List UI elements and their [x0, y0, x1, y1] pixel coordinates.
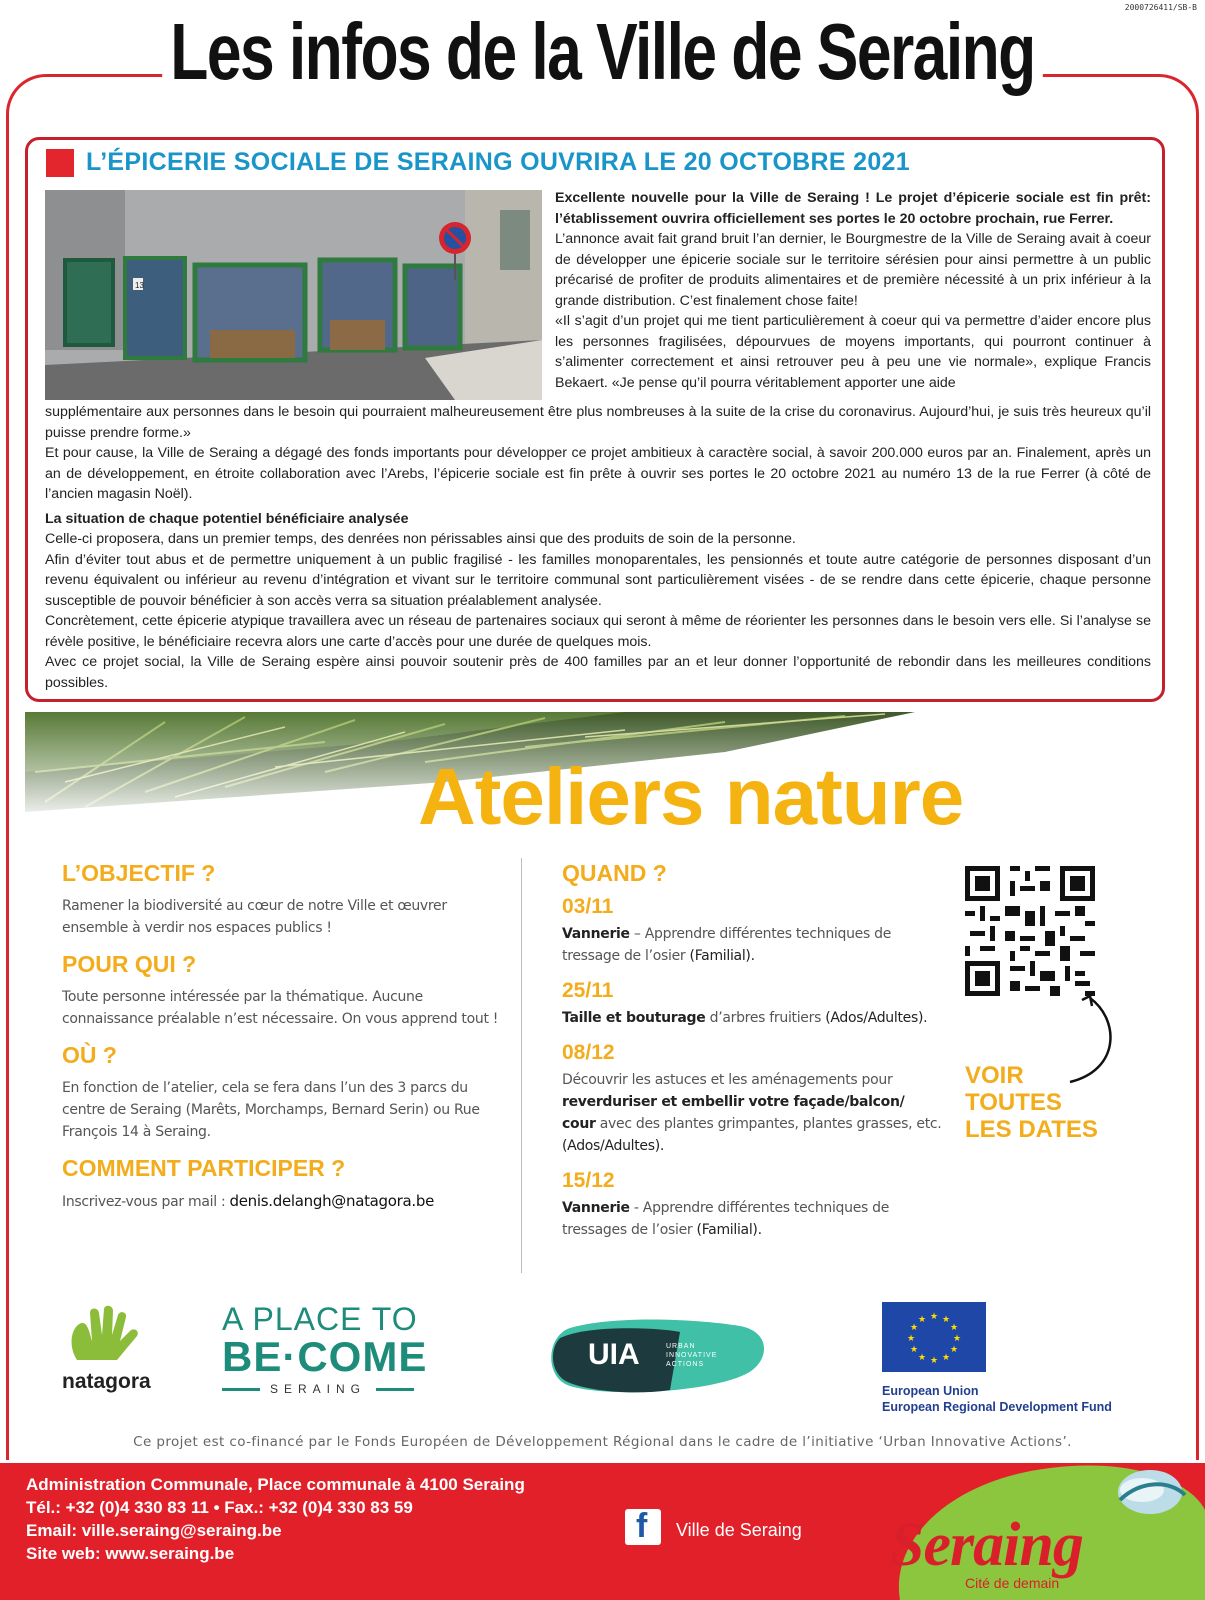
natagora-hand-icon	[62, 1305, 172, 1365]
activity-name: Vannerie	[562, 926, 630, 942]
date-label: 15/12	[562, 1169, 615, 1192]
footer-address: Administration Communale, Place communale à 4100 Seraing	[26, 1475, 525, 1494]
uia-shape-icon	[550, 1318, 770, 1394]
uia-wordmark: UIA	[588, 1338, 640, 1371]
audience-tag: (Familial).	[689, 948, 755, 964]
red-square-icon	[46, 149, 74, 177]
eu-flag-icon	[882, 1302, 986, 1372]
seraing-tagline: Cité de demain	[965, 1575, 1060, 1591]
eu-logo	[882, 1302, 1132, 1412]
qr-code[interactable]	[965, 866, 1095, 996]
place-line-1: A PLACE TO	[222, 1301, 418, 1337]
place-line-3: SERAING	[270, 1382, 367, 1396]
date-label: 25/11	[562, 979, 614, 1002]
svg-text:★: ★	[949, 1323, 959, 1333]
voir-line: VOIR	[965, 1062, 1024, 1089]
comment-prefix: Inscrivez-vous par mail :	[62, 1194, 226, 1210]
door-number: 13	[135, 281, 144, 290]
uia-subtitle	[666, 1342, 717, 1369]
article-paragraph-1: L’annonce avait fait grand bruit l’an dernier, le Bourgmestre de la Ville de Seraing avait à coeur de développer une épicerie sociale sur le territoire sérésien pour ainsi permettre à un public précarisé de profiter de produits alimentaires et de première nécessité à un prix inférieur à la grande distribution. C’est finalement chose faite!	[555, 231, 1151, 309]
activity-name: Vannerie	[562, 1200, 630, 1216]
article-paragraph-4: Celle-ci proposera, dans un premier temps, des denrées non périssables ainsi que des produits de soin de la personne.	[45, 531, 796, 547]
pour-qui-heading: POUR QUI ?	[62, 951, 197, 977]
objectif-text: Ramener la biodiversité au cœur de notre Ville et œuvrer ensemble à verdir nos espaces publics !	[62, 898, 447, 936]
eu-caption-line-2: European Regional Development Fund	[882, 1400, 1112, 1414]
svg-text:★: ★	[917, 1315, 927, 1325]
date-description	[562, 1007, 942, 1029]
article-paragraph-3: Et pour cause, la Ville de Seraing a dégagé des fonds importants pour développer ce projet ambitieux à caractère social, à savoir 200.000 euros par an. Finalement, après un an de développement, en étroite collaboration avec l’Arebs, l’épicerie sociale est fin prête à ouvrir ses portes le 20 octobre 2021 au numéro 13 de la rue Ferrer (à côté de l’ancien magasin Noël).	[45, 445, 1151, 502]
ateliers-info-column	[62, 860, 502, 1225]
see-all-dates-callout[interactable]	[965, 1062, 1098, 1143]
uia-sub-line: URBAN	[666, 1343, 696, 1350]
activity-intro: Découvrir les astuces et les aménagements pour	[562, 1072, 893, 1088]
comment-heading: COMMENT PARTICIPER ?	[62, 1155, 346, 1181]
svg-text:★: ★	[906, 1334, 916, 1344]
activity-name: Taille et bouturage	[562, 1010, 706, 1026]
masthead	[0, 0, 1205, 96]
eu-caption-line-1: European Union	[882, 1384, 979, 1398]
storefront-illustration	[45, 190, 542, 400]
comment-text	[62, 1190, 502, 1213]
voir-line: TOUTES	[965, 1089, 1062, 1116]
date-description	[562, 1197, 942, 1241]
svg-text:★: ★	[941, 1315, 951, 1325]
natagora-wordmark: natagora	[62, 1370, 151, 1393]
svg-text:★: ★	[952, 1334, 962, 1344]
activity-name: reverduriser et embellir votre façade/balcon/ cour	[562, 1094, 905, 1132]
reference-code: 2000726411/SB-B	[1124, 3, 1197, 12]
svg-text:★: ★	[929, 1312, 939, 1322]
article-paragraph-6: Concrètement, cette épicerie atypique travaillera avec un réseau de partenaires sociaux qui seront à même de réorienter les personnes dans le besoin vers elle. Si l’analyse se révèle positive, le bénéficiaire recevra alors une carte d’accès pour une durée de quelques mois.	[45, 613, 1151, 650]
article-paragraph-5: Afin d’éviter tout abus et de permettre uniquement à un public fragilisé - les familles monoparentales, les pensionnés et toute autre catégorie de personnes disposant d’un revenu équivalent ou inférieur au revenu d’intégration et vivant sur le territoire communal sont particulièrement visées - de se rendre dans cette épicerie, chaque personne susceptible de pouvoir bénéficier à son accès verra sa situation préalablement analysée.	[45, 551, 1151, 609]
date-description	[562, 923, 942, 967]
audience-tag: (Ados/Adultes).	[825, 1010, 928, 1026]
date-label: 08/12	[562, 1041, 615, 1064]
footer-website-link[interactable]: Site web: www.seraing.be	[26, 1544, 235, 1563]
footer-contact	[26, 1473, 525, 1565]
place-rule-left	[222, 1388, 260, 1391]
article-title: L’ÉPICERIE SOCIALE DE SERAING OUVRIRA LE 20 OCTOBRE 2021	[86, 148, 910, 176]
place-line-3-row	[222, 1382, 472, 1396]
place-line-2: BE·COME	[222, 1333, 428, 1380]
svg-text:★: ★	[941, 1353, 951, 1363]
facebook-page-link[interactable]: Ville de Seraing	[676, 1520, 802, 1540]
audience-tag: (Ados/Adultes).	[562, 1138, 665, 1154]
article-header	[46, 148, 910, 177]
ateliers-title: Ateliers nature	[418, 752, 964, 841]
ateliers-dates-column	[562, 860, 942, 1253]
facebook-f-glyph: f	[636, 1507, 648, 1545]
a-place-to-become-logo	[222, 1302, 472, 1402]
place-rule-right	[376, 1388, 414, 1391]
column-divider	[521, 858, 522, 1273]
activity-text: – Apprendre différentes techniques de tressage de l’osier	[562, 926, 892, 964]
left-red-border	[6, 120, 9, 1460]
date-label: 03/11	[562, 895, 614, 918]
article-paragraph-7: Avec ce projet social, la Ville de Seraing espère ainsi pouvoir soutenir près de 400 familles par an et leur donner l’opportunité de rebondir dans les meilleures conditions possibles.	[45, 654, 1151, 691]
storefront-photo	[45, 190, 542, 400]
qr-code-icon	[965, 866, 1095, 996]
activity-text: d’arbres fruitiers	[705, 1010, 822, 1026]
ou-heading: OÙ ?	[62, 1042, 117, 1068]
activity-text: avec des plantes grimpantes, plantes grasses, etc.	[595, 1116, 942, 1132]
footer-phone: Tél.: +32 (0)4 330 83 11 • Fax.: +32 (0)4 330 83 59	[26, 1498, 413, 1517]
contact-email-link[interactable]: denis.delangh@natagora.be	[229, 1192, 435, 1210]
footer-email-link[interactable]: Email: ville.seraing@seraing.be	[26, 1521, 282, 1540]
article-body	[45, 402, 1151, 693]
svg-text:★: ★	[949, 1345, 959, 1355]
article-paragraph-2b: supplémentaire aux personnes dans le besoin qui pourraient malheureusement être plus nombreuses à la suite de la crise du coronavirus. Aujourd’hui, je suis très heureux qu’il puisse prendre forme.»	[45, 404, 1151, 441]
objectif-heading: L’OBJECTIF ?	[62, 860, 216, 886]
cofinance-note: Ce projet est co-financé par le Fonds Européen de Développement Régional dans le cadre de l’initiative ‘Urban Innovative Actions’.	[133, 1434, 1072, 1450]
uia-sub-line: INNOVATIVE	[666, 1352, 718, 1359]
right-red-border	[1196, 120, 1199, 1460]
masthead-title: Les infos de la Ville de Seraing	[162, 7, 1042, 96]
article-paragraph-2a: «Il s’agit d’un projet qui me tient particulièrement à coeur qui va permettre d’aider encore plus les personnes fragilisées, dépourvues de moyens importants, qui pourront continuer à s’alimenter correctement et ainsi retrouver peu à peu une vie normale», explique Francis Bekaert. «Je pense qu’il pourra véritablement apporter une aide	[555, 313, 1151, 391]
uia-sub-line: ACTIONS	[666, 1361, 705, 1368]
voir-line: LES DATES	[965, 1116, 1098, 1143]
natagora-logo	[62, 1305, 182, 1395]
article-subhead: La situation de chaque potentiel bénéficiaire analysée	[45, 510, 409, 527]
svg-text:★: ★	[929, 1356, 939, 1366]
date-description	[562, 1069, 942, 1157]
seraing-wordmark: Seraing	[890, 1511, 1083, 1579]
pour-qui-text: Toute personne intéressée par la thématique. Aucune connaissance préalable n’est nécessaire. On vous apprend tout !	[62, 989, 499, 1027]
svg-text:★: ★	[909, 1323, 919, 1333]
quand-heading: QUAND ?	[562, 860, 667, 886]
activity-text: - Apprendre différentes techniques de tressages de l’osier	[562, 1200, 890, 1238]
svg-text:★: ★	[917, 1353, 927, 1363]
article-lead-column	[555, 188, 1151, 393]
uia-logo	[550, 1318, 770, 1394]
svg-text:★: ★	[909, 1345, 919, 1355]
article-box	[25, 137, 1165, 702]
ou-text: En fonction de l’atelier, cela se fera dans l’un des 3 parcs du centre de Seraing (Marêts, Morchamps, Bernard Serin) ou Rue François 14 à Seraing.	[62, 1080, 480, 1140]
audience-tag: (Familial).	[696, 1222, 762, 1238]
article-lead: Excellente nouvelle pour la Ville de Seraing ! Le projet d’épicerie sociale est fin prêt: l’établissement ouvrira officiellement ses portes le 20 octobre prochain, rue Ferrer.	[555, 190, 1151, 227]
